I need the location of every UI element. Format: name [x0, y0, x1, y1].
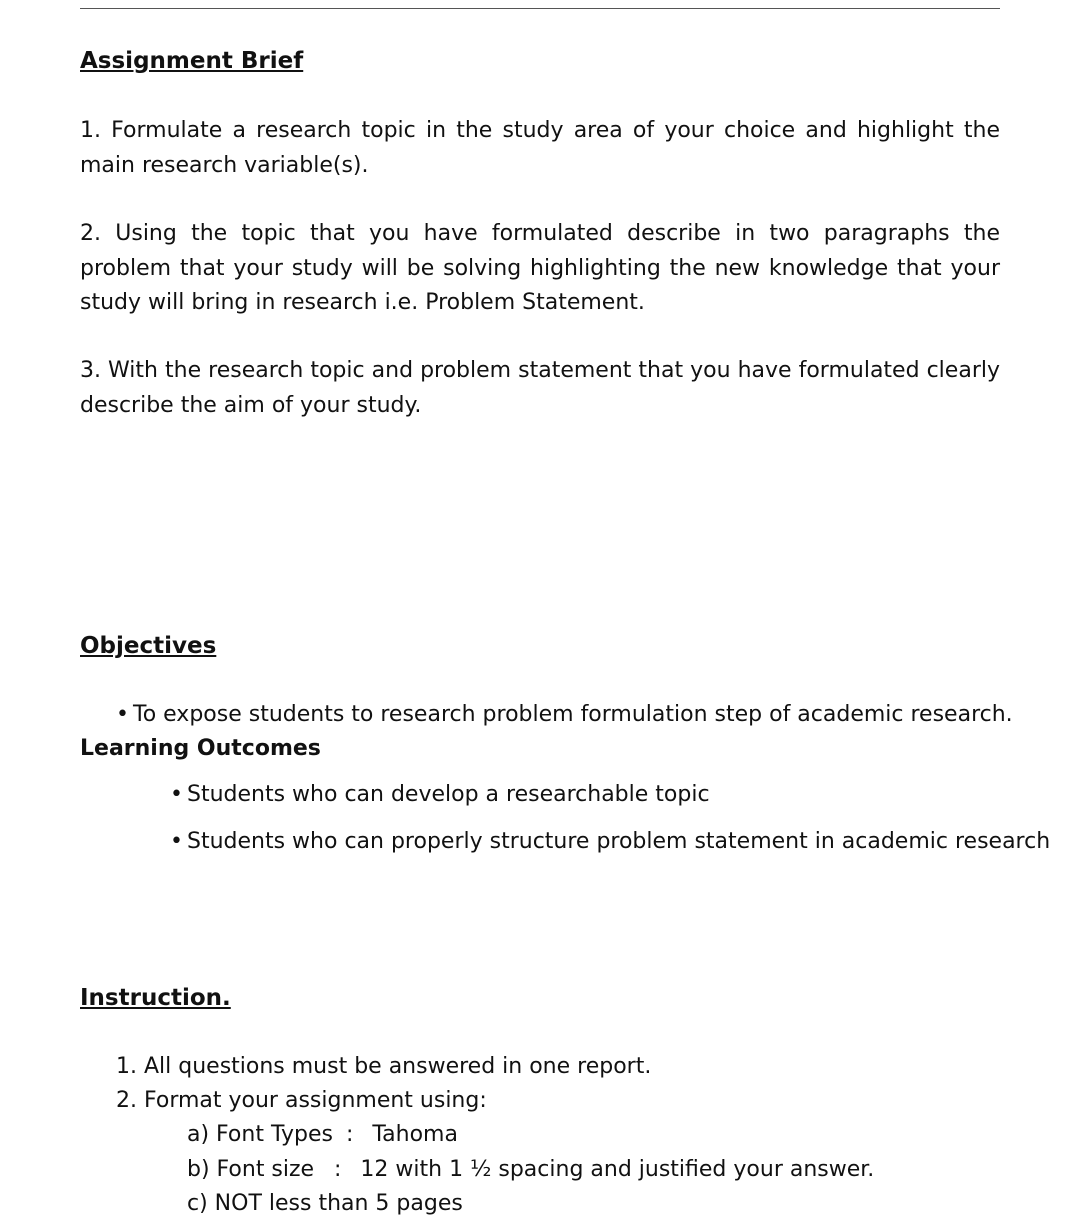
bullet-icon: • [170, 782, 183, 807]
objective-item [116, 700, 1013, 730]
format-value: Tahoma [372, 1122, 458, 1147]
brief-item-1: 1. Formulate a research topic in the study area of your choice and highlight the main research variable(s). [80, 118, 1000, 178]
instruction-item-1: 1. All questions must be answered in one report. [116, 1054, 652, 1079]
top-divider [80, 8, 1000, 9]
format-font-size [187, 1155, 874, 1185]
objective-text: To expose students to research problem formulation step of academic research. [133, 702, 1013, 727]
format-separator: : [334, 1157, 342, 1182]
learning-outcomes-heading: Learning Outcomes [80, 736, 321, 761]
instruction-heading: Instruction. [80, 985, 231, 1011]
outcome-text: Students who can develop a researchable topic [187, 782, 710, 807]
format-font-types [187, 1120, 458, 1150]
brief-item-3: 3. With the research topic and problem statement that you have formulated clearly describe the aim of your study. [80, 358, 1000, 418]
instruction-item-2: 2. Format your assignment using: [116, 1088, 487, 1113]
objectives-heading: Objectives [80, 633, 217, 659]
brief-item-2: 2. Using the topic that you have formulated describe in two paragraphs the problem that your study will be solving highlighting the new knowledge that your study will bring in research i.e. Problem Statement. [80, 221, 1000, 315]
outcome-item-1 [170, 780, 710, 810]
format-page-count: c) NOT less than 5 pages [187, 1191, 463, 1216]
outcome-item-2 [170, 827, 1050, 857]
format-separator: : [345, 1122, 354, 1147]
format-value: 12 with 1 ½ spacing and justified your answer. [360, 1157, 875, 1182]
bullet-icon: • [170, 829, 183, 854]
assignment-brief-heading: Assignment Brief [80, 48, 304, 74]
outcome-text: Students who can properly structure problem statement in academic research [187, 829, 1051, 854]
bullet-icon: • [116, 702, 129, 727]
format-label: b) Font size [187, 1157, 315, 1182]
format-label: a) Font Types [187, 1122, 333, 1147]
